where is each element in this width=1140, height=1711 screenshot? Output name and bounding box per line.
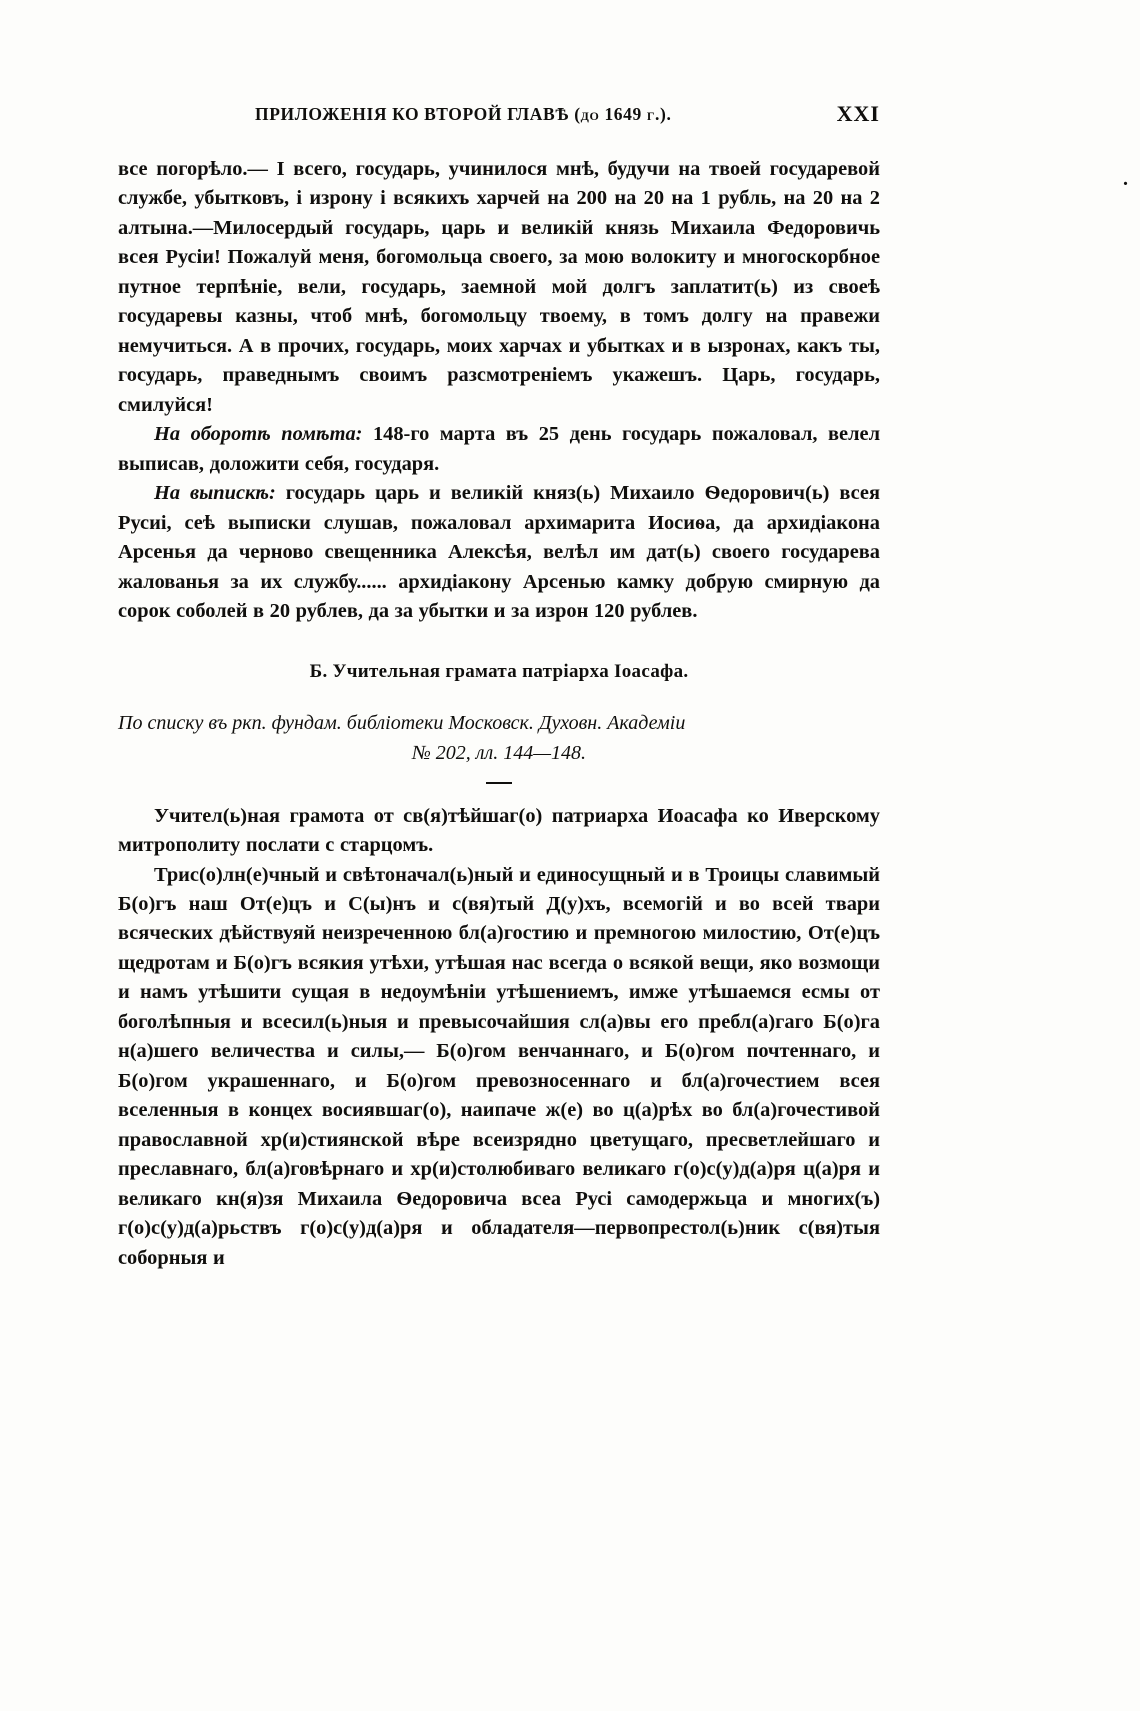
section-divider [486, 782, 512, 784]
paragraph [118, 420, 880, 479]
body-text-block-1 [118, 155, 880, 627]
page-content [118, 101, 881, 1273]
source-note-line-2: № 202, лл. 144—148. [411, 742, 587, 765]
page-number: XXI [836, 101, 880, 126]
paragraph-text: государь царь и великій княз(ь) Михаило Ѳедорович(ь) всея Русиі, сеѣ выписки слушав, пожаловал архимарита Иосиѳа, да архидіакона Арсенья да черново свещенника Алексѣя, велѣл им дат(ь) своего государева жалованья за их службу...... архидіакону Арсенью камку добрую смирную да сорок соболей в 20 рублев, да за убытки и за изрон 120 рублев. [118, 482, 881, 623]
paragraph-italic-lead: На оборотѣ помѣта: [154, 423, 363, 446]
body-text-block-2 [118, 802, 880, 1274]
paragraph-text: 148-го марта въ 25 день государь пожаловал, велел выписав, доложити себя, государя. [118, 423, 881, 475]
running-head-title: ПРИЛОЖЕНІЯ КО ВТОРОЙ ГЛАВѢ (до 1649 г.). [255, 104, 672, 124]
margin-dot-mark: . [1123, 168, 1128, 190]
running-header [118, 101, 880, 126]
paragraph: Учител(ь)ная грамота от св(я)тѣйшаг(о) патриарха Иоасафа ко Иверскому митрополиту послати с старцомъ. [118, 804, 880, 857]
section-heading: Б. Учительная грамата патріарха Іоасафа. [309, 660, 689, 682]
paragraph: Трис(о)лн(е)чный и свѣтоначал(ь)ный и единосущный и в Троицы славимый Б(о)гъ наш От(е)цъ и С(ы)нъ и с(вя)тый Д(у)хъ, всемогій и во всей твари всяческих дѣйствуяй неизреченною бл(а)гостию и премногою милостию, От(е)цъ щедротам и Б(о)гъ всякия утѣхи, утѣшая нас всегда о всякой вещи, яко возмощи и намъ утѣшити сущая в недоумѣніи утѣшениемъ, имже утѣшаемся есмы от боголѣпныя и всесил(ь)ныя и превысочайшия сл(а)вы его пребл(а)гаго Б(о)га н(а)шего величества и силы,— Б(о)гом венчаннаго, и Б(о)гом почтеннаго, и Б(о)гом украшеннаго, и Б(о)гом превозносеннаго и бл(а)гочестием всея вселенныя в концех восиявшаг(о), наипаче ж(е) во ц(а)рѣх во бл(а)гочестивой православной хр(и)стиянской вѣре всеизрядно цветущаго, пресветлейшаго и преславнаго, бл(а)говѣрнаго и хр(и)столюбиваго великаго г(о)с(у)д(а)ря ц(а)ря и великаго кн(я)зя Михаила Ѳедоровича всеа Русі самодержьца и многих(ъ) г(о)с(у)д(а)рьствъ г(о)с(у)д(а)ря и обладателя—первопрестол(ь)ник с(вя)тыя соборныя и [118, 863, 880, 1269]
source-note-line-1: По списку въ ркп. фундам. библіотеки Московск. Духовн. Академіи [118, 711, 686, 734]
paragraph-italic-lead: На выпискѣ: [154, 482, 276, 505]
paragraph [118, 479, 880, 626]
paragraph: все погорѣло.— I всего, государь, учинилося мнѣ, будучи на твоей государевой службе, убытковъ, і изрону і всякихъ харчей на 200 на 20 на 1 рубль, на 20 на 2 алтына.—Милосердый государь, царь и великій князь Михаила Федоровичь всея Русіи! Пожалуй меня, богомольца своего, за мою волокиту и многоскорбное путное терпѣніе, вели, государь, заемной мой долгъ заплатит(ь) из своеѣ государевы казны, чтоб мнѣ, богомольцу твоему, в томъ долгу на правежи немучиться. А в прочих, государь, моих харчах и убытках и в ызронах, какъ ты, государь, праведнымъ своимъ разсмотреніемъ укажешъ. Царь, государь, смилуйся! [118, 158, 880, 416]
